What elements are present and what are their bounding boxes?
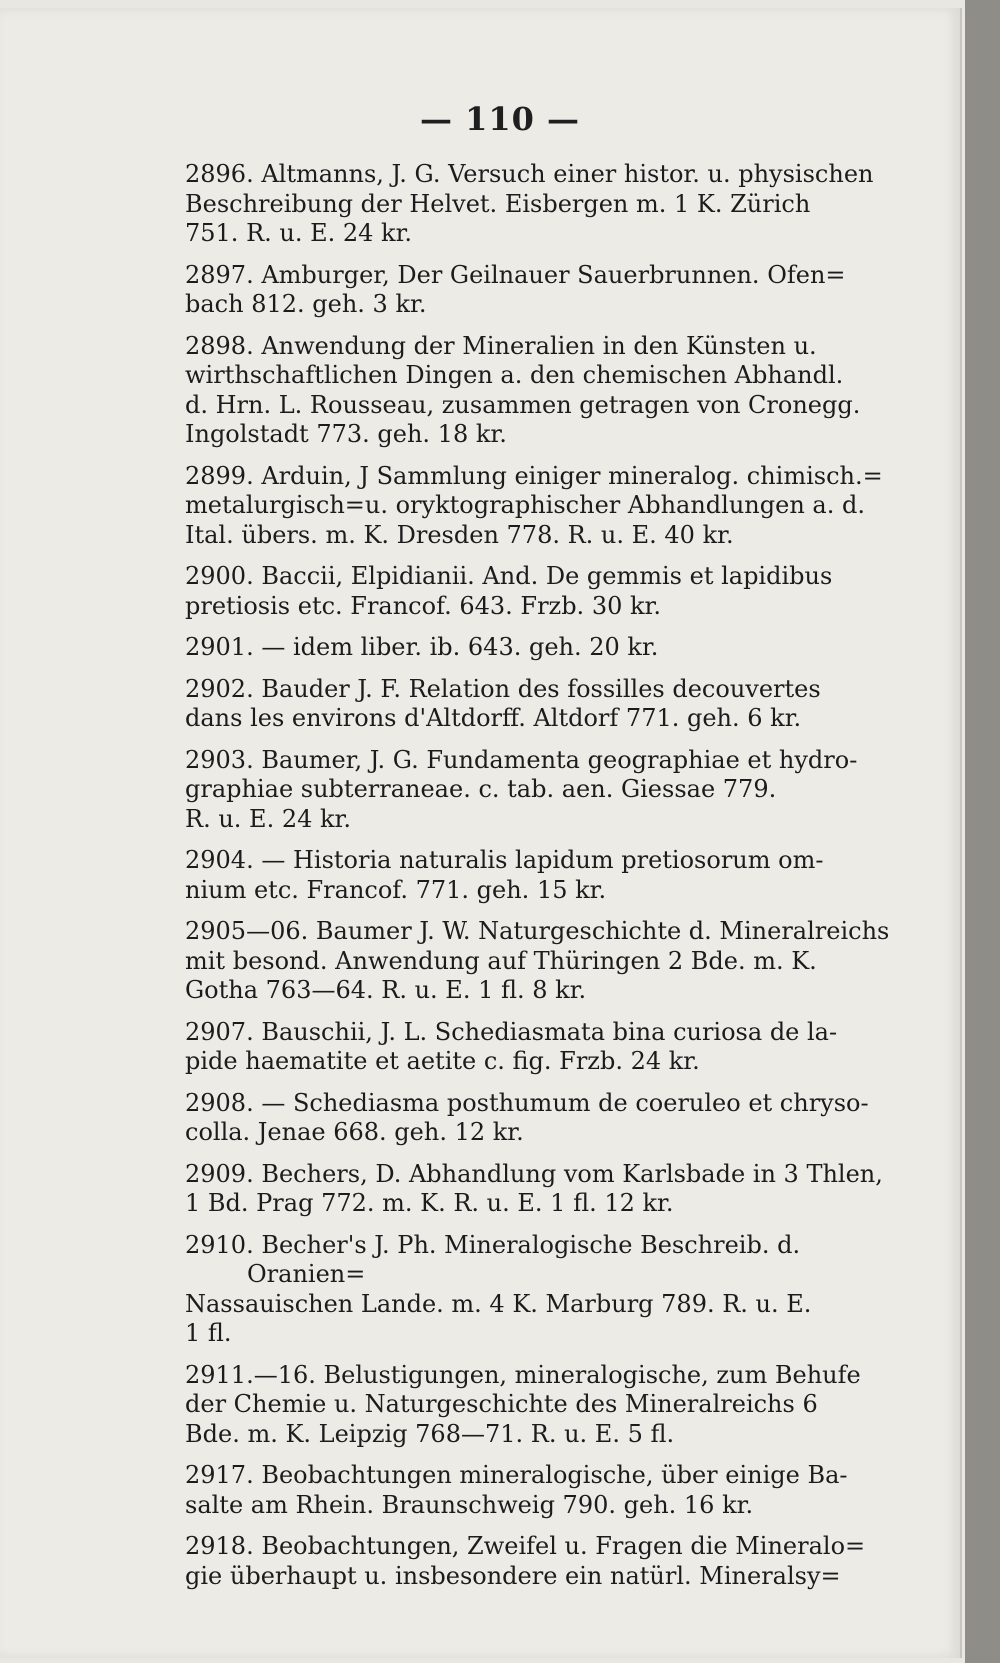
entry-line: 2911.—16. Belustigungen, mineralogische, zum Behufe	[185, 1360, 861, 1389]
entry-line: 2904. — Historia naturalis lapidum pretiosorum om-	[185, 846, 824, 874]
entry-line: 2899. Arduin, J Sammlung einiger mineralog. chimisch.=	[185, 461, 883, 490]
page-edge	[965, 0, 1000, 1663]
catalog-entry	[185, 562, 925, 621]
catalog-entry	[185, 633, 925, 663]
entry-line: 2896. Altmanns, J. G. Versuch einer histor. u. physischen	[185, 160, 874, 188]
catalog-entry	[185, 462, 925, 551]
entry-line: colla. Jenae 668. geh. 12 kr.	[185, 1118, 524, 1146]
entry-line: R. u. E. 24 kr.	[185, 804, 351, 833]
page-number: — 110 —	[419, 100, 581, 138]
catalog-entry	[185, 1018, 925, 1077]
catalog-entry	[185, 675, 925, 734]
entry-line: 1 fl.	[185, 1319, 232, 1347]
catalog-entry	[185, 261, 925, 320]
entry-line: Ingolstadt 773. geh. 18 kr.	[185, 420, 507, 448]
entry-line: metalurgisch=u. oryktographischer Abhandlungen a. d.	[185, 491, 865, 519]
entry-line: Beschreibung der Helvet. Eisbergen m. 1 K. Zürich	[185, 189, 811, 218]
entry-line: 2907. Bauschii, J. L. Schediasmata bina curiosa de la-	[185, 1017, 838, 1046]
catalog-entry	[185, 1461, 925, 1520]
catalog-entry	[185, 1160, 925, 1219]
entry-line: 2902. Bauder J. F. Relation des fossilles decouvertes	[185, 674, 821, 703]
entry-line: 1 Bd. Prag 772. m. K. R. u. E. 1 fl. 12 kr.	[185, 1189, 674, 1217]
entry-line: dans les environs d'Altdorff. Altdorf 771. geh. 6 kr.	[185, 704, 802, 732]
entry-line: 2898. Anwendung der Mineralien in den Künsten u.	[185, 331, 817, 360]
catalog-entry	[185, 160, 925, 249]
entry-line: 2918. Beobachtungen, Zweifel u. Fragen die Mineralo=	[185, 1532, 866, 1560]
entry-line: salte am Rhein. Braunschweig 790. geh. 16 kr.	[185, 1490, 754, 1519]
entry-line: 2905—06. Baumer J. W. Naturgeschichte d. Mineralreichs	[185, 917, 890, 945]
entry-line: pretiosis etc. Francof. 643. Frzb. 30 kr.	[185, 591, 661, 620]
entry-line: 2909. Bechers, D. Abhandlung vom Karlsbade in 3 Thlen,	[185, 1159, 883, 1188]
entry-line: der Chemie u. Naturgeschichte des Mineralreichs 6	[185, 1390, 818, 1418]
catalog-entry	[185, 1361, 925, 1450]
catalog-entry	[185, 1231, 925, 1349]
entry-line: 751. R. u. E. 24 kr.	[185, 219, 413, 247]
entry-line: Nassauischen Lande. m. 4 K. Marburg 789. R. u. E.	[185, 1289, 812, 1318]
entry-line: nium etc. Francof. 771. geh. 15 kr.	[185, 875, 607, 904]
entry-line: Ital. übers. m. K. Dresden 778. R. u. E. 40 kr.	[185, 520, 734, 549]
entry-line: 2917. Beobachtungen mineralogische, über einige Ba-	[185, 1461, 848, 1489]
entry-line: 2901. — idem liber. ib. 643. geh. 20 kr.	[185, 633, 659, 661]
entry-line: 2903. Baumer, J. G. Fundamenta geographiae et hydro-	[185, 745, 858, 774]
entry-line: Bde. m. K. Leipzig 768—71. R. u. E. 5 fl.	[185, 1419, 675, 1448]
entry-line: wirthschaftlichen Dingen a. den chemischen Abhandl.	[185, 361, 844, 389]
entry-line: d. Hrn. L. Rousseau, zusammen getragen von Cronegg.	[185, 390, 861, 419]
entry-line: graphiae subterraneae. c. tab. aen. Giessae 779.	[185, 775, 777, 803]
entry-line: pide haematite et aetite c. fig. Frzb. 24 kr.	[185, 1047, 700, 1075]
entry-line: 2908. — Schediasma posthumum de coeruleo et chryso-	[185, 1088, 869, 1117]
catalog-entry	[185, 846, 925, 905]
entry-line: gie überhaupt u. insbesondere ein natürl. Mineralsy=	[185, 1561, 841, 1590]
entry-line: 2900. Baccii, Elpidianii. And. De gemmis et lapidibus	[185, 562, 833, 590]
catalog-entry	[185, 917, 925, 1006]
catalog-entry	[185, 1532, 925, 1591]
catalog-entries	[185, 160, 925, 1603]
entry-line: 2910. Becher's J. Ph. Mineralogische Beschreib. d. Oranien=	[185, 1230, 801, 1288]
entry-line: 2897. Amburger, Der Geilnauer Sauerbrunnen. Ofen=	[185, 260, 846, 289]
catalog-entry	[185, 746, 925, 835]
catalog-entry	[185, 1089, 925, 1148]
catalog-entry	[185, 332, 925, 450]
entry-line: mit besond. Anwendung auf Thüringen 2 Bde. m. K.	[185, 946, 817, 975]
entry-line: Gotha 763—64. R. u. E. 1 fl. 8 kr.	[185, 976, 587, 1004]
entry-line: bach 812. geh. 3 kr.	[185, 290, 427, 318]
